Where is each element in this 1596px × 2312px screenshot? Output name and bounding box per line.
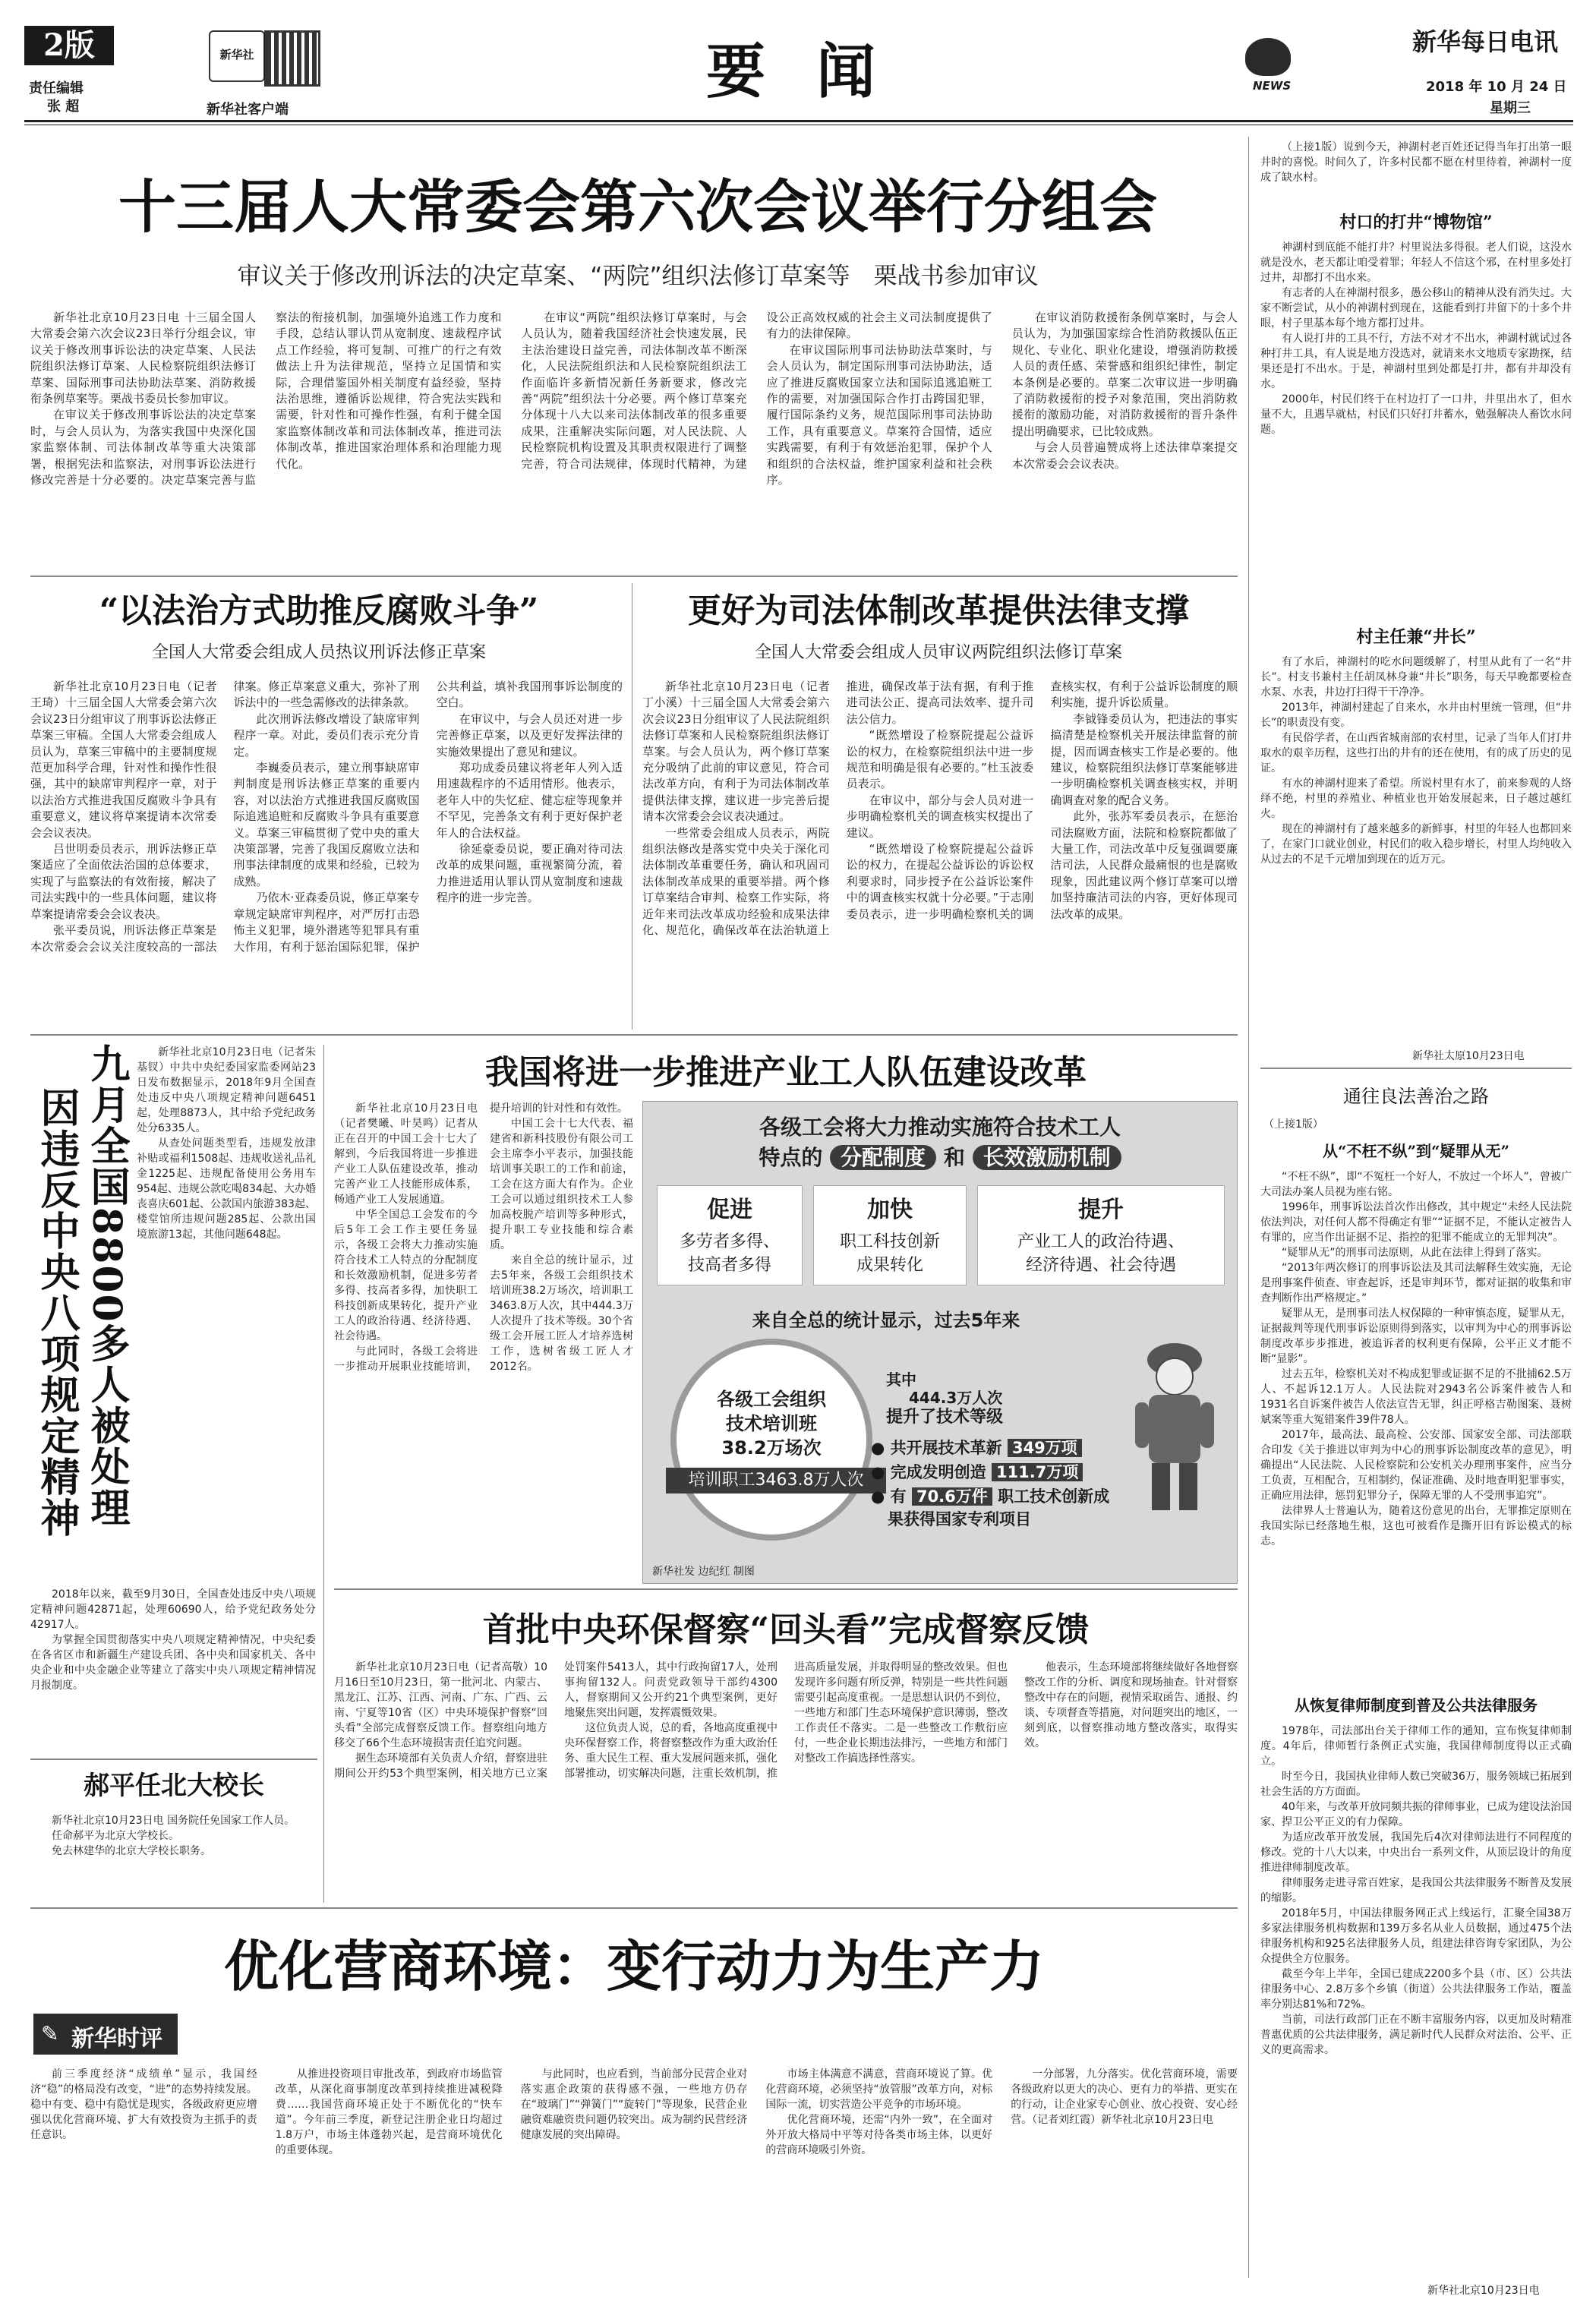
article-body [334, 1101, 633, 1579]
vertical-headline: 因违反中央八项规定精神 [33, 1087, 80, 1538]
info-box-title: 促进 [707, 1197, 752, 1223]
stat-bullet-cont: 果获得国家专利项目 [888, 1510, 1031, 1528]
divider [30, 1034, 1238, 1036]
lead-headline: 十三届人大常委会第六次会议举行分组会 [118, 173, 1157, 241]
side-stat: 其中 [886, 1370, 916, 1389]
article-paragraph: 徐延豪委员说，要正确对待司法改革的成果问题，重视繁简分流，着力推进适用认罪认罚从宽制度和速裁程序的进一步完善。 [436, 842, 623, 905]
heading-text: 特点的 [759, 1145, 823, 1170]
article-paragraph: 截至今年上半年，全国已建成2200多个县（市、区）公共法律服务中心、2.8万多个乡镇（街道）公共法律服务工作站，覆盖率分别达81%和72%。 [1260, 1968, 1572, 2011]
column-header: 通往良法善治之路 [1343, 1086, 1489, 1107]
section-subhead: 从“不枉不纵”到“疑罪从无” [1322, 1142, 1509, 1160]
circle-text: 技术培训班 [726, 1413, 817, 1434]
article-paragraph: “不枉不纵”，即“不冤枉一个好人，不放过一个坏人”，曾被广大司法办案人员视为座右铭。 [1260, 1171, 1572, 1198]
divider [323, 1045, 324, 1903]
article-paragraph: “疑罪从无”的刑事司法原则，从此在法律上得到了落实。 [1282, 1247, 1548, 1259]
article-paragraph: 郑功成委员建议将老年人列入适用速裁程序的不适用情形。他表示，老年人中的失忆症、健忘症等现象并不罕见，完善条文有利于更好保护老年人的合法权益。 [436, 761, 623, 840]
bullet-value: 70.6万件 [912, 1487, 992, 1506]
lead-paragraph: 在审议“两院”组织法修订草案时，与会人员认为，随着我国经济社会快速发展，民主法治建设日益完善，司法体制改革不断深化，人民法院组织法和人民检察院组织法工作面临许多新情况新任务新要求，修改完善“两院”组织法十分必要。两个修订草案充分体现十八大以来司法体制改革的很多重要成果，注重解决实际问题，对人民法院、人民检察院机构设置及其职责权限进行了调整完善，符合司法规律，体现时代精神，为建设公正高效权威的社会主义司法制度提供了有力的法律保障。 [521, 311, 992, 471]
qr-code-icon [264, 30, 320, 87]
article-body [1260, 1169, 1572, 1686]
infographic [642, 1101, 1238, 1584]
info-box-text: 多劳者多得、 [679, 1232, 780, 1251]
article-paragraph: 神湖村到底能不能打井？村里说法多得很。老人们说，这没水就是没水，老天都让咱受着罪；年轻人不信这个邪，在村里多处打过井，却都打不出水来。 [1260, 241, 1572, 284]
article-paragraph: 与此同时，也应看到，当前部分民营企业对落实惠企政策的获得感不强，一些地方仍存在“玻璃门”“弹簧门”“旋转门”等现象，民营企业融资难融资贵问题仍较突出。成为制约民营经济健康发展的突出障碍。 [520, 2068, 748, 2141]
article-paragraph: 2018年以来，截至9月30日，全国查处违反中央八项规定精神问题42871起，处理60690人，给予党纪政务处分42917人。 [30, 1588, 316, 1631]
article-body [1260, 654, 1572, 1034]
article-body [1260, 140, 1572, 208]
side-stat: 提升了技术等级 [886, 1408, 1004, 1427]
article-body [30, 1813, 316, 1904]
article-body [137, 1045, 316, 1584]
article-headline: 更好为司法体制改革提供法律支撑 [688, 591, 1189, 630]
article-paragraph: 中华全国总工会发布的今后5年工会工作主要任务显示，各级工会将大力推动实施符合技术工人特点的分配制度和长效激励机制，促进多劳者多得、技高者多得，加快职工科技创新成果转化，提升产业工人的政治待遇、经济待遇、社会待遇。 [334, 1209, 478, 1342]
article-paragraph: 有志者的人在神湖村很多，愚公移山的精神从没有消失过。大家不断尝试，从小的神湖村到现在，这能看到打井留下的十多个井眼，村子里基本每个地方都打过井。 [1260, 287, 1572, 330]
article-paragraph: 来自全总的统计显示，过去5年来，各级工会组织技术培训班38.2万场次，培训职工3463.8万人次，其中444.3万人次提升了技术等级。30个省级工会开展工匠人才培养选树工作，选树省级工匠人才2012名。 [490, 1254, 633, 1373]
section-title: 要 闻 [706, 37, 891, 106]
infographic-heading-line2 [643, 1141, 1237, 1172]
stats-heading: 来自全总的统计显示，过去5年来 [752, 1310, 1020, 1331]
tag-pill: 分配制度 [830, 1145, 936, 1170]
article-body [30, 2067, 1238, 2287]
stat-bullet: ● 完成发明创造 111.7万项 [871, 1460, 1083, 1483]
section-subhead: 从恢复律师制度到普及公共法律服务 [1295, 1696, 1538, 1714]
article-paragraph: 新华社北京10月23日电（记者樊曦、叶昊鸣）记者从正在召开的中国工会十七大了解到，今后我国将进一步推进产业工人队伍建设改革，推动完善产业工人技能形成体系，畅通产业工人发展通道。 [334, 1102, 478, 1206]
article-paragraph: 2000年，村民们终于在村边打了一口井，井里出水了，但水量不大，且遇旱就枯，村民们只好打井蓄水，勉强解决人畜饮水问题。 [1260, 393, 1572, 436]
lead-paragraph: 在审议国际刑事司法协助法草案时，与会人员认为，制定国际刑事司法协助法，适应了推进反腐败国家立法和国际追逃追赃工作的需要，对加强国际合作打击跨国犯罪，履行国际条约义务，规范国际刑事司法协助工作，具有重要意义。草案符合国情，适应实践需要，有利于有效惩治犯罪，保护个人和组织的合法权益，维护国家利益和社会秩序。 [766, 342, 992, 487]
article-paragraph: 有了水后，神湖村的吃水问题缓解了，村里从此有了一名“井长”。村支书兼村主任胡凤林身兼“井长”职务，每天早晚都要检查水泵、水表，井边打扫得干干净净。 [1260, 656, 1572, 699]
lead-paragraph: 在审议消防救援衔条例草案时，与会人员认为，为加强国家综合性消防救援队伍正规化、专业化、职业化建设，增强消防救援人员的责任感、荣誉感和组织纪律性，制定本条例是必要的。草案二次审议进一步明确了消防救援衔的授予对象范围，突出消防救援衔的激励功能，对消防救援衔的晋升条件提出明确要求，已比较成熟。 [1011, 311, 1238, 438]
divider [30, 1907, 1238, 1909]
heading-text: 和 [943, 1145, 965, 1170]
circle-text: 各级工会组织 [717, 1389, 826, 1410]
bullet-value: 111.7万项 [992, 1463, 1083, 1481]
article-paragraph: 这位负责人说，总的看，各地高度重视中央环保督察工作，将督察整改作为重大政治任务、重大民生工程、重大发展问题来抓，强化部署推动，切实解决问题，注重长效机制，推进高质量发展，并取得明显的整改效果。但也发现许多问题有所反弹，特别是一些共性问题需要引起高度重视。一是思想认识仍不到位，一些地方和部门生态环境保护意识薄弱，整改工作责任不落实。二是一些整改工作敷衍应付，一些企业长期违法排污，一些地方和部门对整改工作搞选择性落实。 [564, 1661, 1008, 1780]
article-paragraph: “既然增设了检察院提起公益诉讼的权力，在检察院组织法中进一步规范和明确是很有必要的。”杜玉波委员表示。 [846, 728, 1034, 791]
divider [1260, 1068, 1572, 1069]
info-box-title: 加快 [867, 1197, 913, 1223]
lead-paragraph: 新华社北京10月23日电 十三届全国人大常委会第六次会议23日举行分组会议，审议关于修改刑事诉讼法的决定草案、人民法院组织法修订草案、人民检察院组织法修订草案、国际刑事司法协助法草案、消防救援衔条例草案等。栗战书委员长参加审议。 [30, 311, 257, 406]
article-paragraph: 当前，司法行政部门正在不断丰富服务内容，以更加及时精准普惠优质的公共法律服务，满足新时代人民群众对法治、公平、正义的更高需求。 [1260, 2014, 1572, 2056]
bullet-value: 349万项 [1008, 1439, 1082, 1457]
article-paragraph: 任命郝平为北京大学校长。 [52, 1830, 179, 1842]
article-paragraph: 在审议中，部分与会人员对进一步明确检察机关的调查核实权提出了建议。 [846, 793, 1034, 840]
article-paragraph: 一分部署，九分落实。优化营商环境，需要各级政府以更大的决心、更有力的举措、更实在的行动，让企业家专心创业、放心投资、安心经营。（记者刘红霞）新华社北京10月23日电 [1011, 2068, 1238, 2126]
article-paragraph: 从推进投资项目审批改革，到政府市场监管改革，从深化商事制度改革到持续推进减税降费……我国营商环境正处于不断优化的“快车道”。今年前三季度，新登记注册企业日均超过1.8万户，市场主体蓬勃兴起，是营商环境优化的重要体现。 [275, 2068, 503, 2156]
article-body [30, 679, 623, 1028]
stat-bullet: ● 共开展技术革新 349万项 [871, 1436, 1082, 1459]
article-paragraph: 为掌握全国贯彻落实中央八项规定精神情况，中央纪委在各省区市和新疆生产建设兵团、各中央和国家机关、各中央企业和中央金融企业等建立了落实中央八项规定精神情况月报制度。 [30, 1634, 316, 1692]
lead-paragraph: 在审议关于修改刑事诉讼法的决定草案时，与会人员认为，为落实我国中央深化国家监察体制、司法体制改革等重大决策部署，根据宪法和监察法，对刑事诉讼法进行修改完善是十分必要的。决定草案完善与监察法的衔接机制，加强境外追逃工作力度和手段，总结认罪认罚从宽制度、速裁程序试点工作经验，将可复制、可推广的行之有效做法上升为法律规范，坚持立足国情和实际，合理借鉴国外相关制度有益经验，坚持法治思维，遵循诉讼规律，符合宪法实践和需要，针对性和可操作性强，有利于健全国家监察体制改革和司法体制改革，推进司法体制改革，推进国家治理体系和治理能力现代化。 [30, 311, 502, 487]
article-paragraph: 乃依木·亚森委员说，修正草案专章规定缺席审判程序，对严厉打击恐怖主义犯罪，境外潜逃等犯罪具有重大作用，有利于惩治国际犯罪，保护公共利益，填补我国刑事诉讼制度的空白。 [233, 680, 623, 954]
article-paragraph: 他表示，生态环境部将继续做好各地督察整改工作的分析、调度和现场抽查。针对督察整改中存在的问题，视情采取函告、通报、约谈、专项督查等措施，对问题突出的地区，一刻到底，以督察推动地方整改落实，取得实效。 [1024, 1661, 1238, 1749]
article-paragraph: 李钺锋委员认为，把违法的事实搞清楚是检察机关开展法律监督的前提，因而调查核实工作是必要的。他建议，检察院组织法修订草案能够进一步明确检察机关调查核实权，并明确调查对象的配合义务。 [1050, 711, 1238, 807]
infographic-credit: 新华社发 边纪红 制图 [652, 1566, 755, 1578]
issue-weekday: 星期三 [1490, 100, 1531, 116]
article-paragraph: 新华社北京10月23日电 国务院任免国家工作人员。 [52, 1815, 295, 1827]
article-paragraph: “2013年两次修订的刑事诉讼法及其司法解释生效实施，无论是刑事案件侦查、审查起诉，还是审判环节，都对证据的收集和审查判断作出严格规定。” [1260, 1262, 1572, 1304]
bullet-text: 职工技术创新成 [998, 1487, 1110, 1506]
pen-icon: ✎ [41, 2021, 59, 2046]
issue-date: 2018 年 10 月 24 日 [1426, 79, 1567, 95]
section-subhead: 村口的打井“博物馆” [1339, 213, 1493, 232]
article-subheadline: 全国人大常委会组成人员热议刑诉法修正草案 [151, 643, 486, 662]
masthead-rule [24, 120, 1573, 122]
article-headline: 优化营商环境：变行动力为生产力 [223, 1934, 1044, 1998]
article-body [1260, 1724, 1572, 2278]
lead-subheadline: 审议关于修改刑诉法的决定草案、“两院”组织法修订草案等 栗战书参加审议 [237, 263, 1039, 290]
column-badge [33, 2014, 178, 2055]
article-paragraph: 法律界人士普遍认为，随着这份意见的出台，无罪推定原则在我国实际已经落地生根，这也可被看作是撕开旧有诉讼模式的标志。 [1260, 1505, 1572, 1547]
article-paragraph: 有水的神湖村迎来了希望。所说村里有水了，前来参观的人络绎不绝，村里的养殖业、种植业也开始发展起来，日子越过越红火。 [1260, 778, 1572, 820]
info-box [813, 1185, 967, 1285]
divider [334, 1588, 1238, 1590]
info-box-text: 成果转化 [856, 1256, 923, 1275]
article-paragraph: 1978年，司法部出台关于律师工作的通知，宣布恢复律师制度。4年后，律师暂行条例正式实施，我国律师制度得以正式确立。 [1260, 1725, 1572, 1768]
bullet-text: 共开展技术革新 [890, 1439, 1002, 1457]
article-subheadline: 全国人大常委会组成人员审议两院组织法修订草案 [754, 643, 1122, 662]
article-paragraph: 有民俗学者，在山西省城南部的农村里，记录了当年人们打井取水的艰辛历程，这些打出的井有的还在使用，有的成了历史的见证。 [1260, 732, 1572, 774]
info-box-text: 经济待遇、社会待遇 [1025, 1256, 1176, 1275]
article-paragraph: 从查处问题类型看，违规发放津补贴或福利1508起、违规收送礼品礼金1225起、违规配备使用公务用车954起、违规公款吃喝834起、大办婚丧喜庆601起、公款国内旅游383起、楼堂馆所违规问题285起、公款出国境旅游13起，其他问题648起。 [137, 1137, 316, 1241]
article-paragraph: 在审议中，与会人员还对进一步完善修正草案，以及更好发挥法律的实施效果提出了意见和建议。 [436, 711, 623, 759]
article-paragraph: 40年来，与改革开放同频共振的律师事业，已成为建设法治国家、捍卫公平正义的有力保障。 [1260, 1801, 1572, 1828]
lead-body [30, 310, 1238, 568]
info-box [977, 1185, 1225, 1285]
bullet-text: 完成发明创造 [890, 1463, 986, 1481]
page-number-text: 2版 [43, 27, 95, 63]
info-box-text: 产业工人的政治待遇、 [1017, 1232, 1184, 1251]
article-paragraph: 据生态环境部有关负责人介绍，督察进驻期间公开约53个典型案例，相关地方已立案处罚案件5413人，其中行政拘留17人，处刑事拘留132人。问责党政领导干部约4300人，督察期间又公开约21个典型案例，更好地聚焦突出问题，发挥震慑效果。 [334, 1661, 777, 1780]
masthead [0, 0, 1596, 121]
divider [30, 1758, 317, 1760]
dateline: 新华社太原10月23日电 [1412, 1050, 1525, 1062]
series-label: 新华每日电讯 [1412, 27, 1559, 56]
article-paragraph: 有人说打井的工具不行，方法不对才不出水，神湖村就试过各种打井工具，有人说是地方没选对，就请来水文地质专家勘探，结果还是打不出水。于是，神湖村里到处都是打井，都有井却没有水。 [1260, 333, 1572, 390]
article-paragraph: 中国工会十七大代表、福建省和新科技股份有限公司工会主席李小平表示，加强技能培训事关职工的工作和前途，工会在这方面大有作为。企业工会可以通过组织技术工人参加高校脱产培训等多种形式，提升职工专业技能和综合素质。 [490, 1118, 633, 1251]
article-paragraph: 疑罪从无，是刑事司法人权保障的一种审慎态度，疑罪从无，证据裁判等现代刑事诉讼原则得到落实，以审判为中心的刑事诉讼制度改革步步推进，被追诉者的权利更有保障，公平正义才能不断“显影”。 [1260, 1307, 1572, 1365]
article-paragraph: 1996年，刑事诉讼法首次作出修改，其中规定“未经人民法院依法判决，对任何人都不得确定有罪”“证据不足，不能认定被告人有罪的，应当作出证据不足、指控的犯罪不能成立的无罪判决”。 [1260, 1201, 1572, 1244]
article-paragraph: 与此同时，各级工会将进一步推动开展职业技能培训，提升培训的针对性和有效性。 [334, 1102, 628, 1373]
article-paragraph: 现在的神湖村有了越来越多的新鲜事，村里的年轻人也都回来了，在家门口就业创业，村民们的收入稳步增长，村里人均纯收入从过去的不足千元增加到现在的近万元。 [1260, 823, 1572, 866]
circle-text: 38.2万场次 [721, 1437, 822, 1459]
article-paragraph: 时至今日，我国执业律师人数已突破36万，服务领域已拓展到社会生活的方方面面。 [1260, 1771, 1572, 1798]
article-paragraph: 张平委员说，刑诉法修正草案是本次常委会会议关注度较高的一部法律案。修正草案意义重大，弥补了刑诉法中的一些急需修改的法律条款。 [30, 680, 420, 954]
news-logo-text: NEWS [1253, 79, 1292, 93]
article-headline: 我国将进一步推进产业工人队伍建设改革 [485, 1053, 1087, 1092]
divider [1248, 137, 1249, 2278]
article-paragraph: 吕世明委员表示，刑诉法修正草案适应了全面依法治国的总体要求，实现了与监察法的有效衔接，解决了司法实践中的一些具体问题，建议将草案提请常委会会议表决。 [30, 842, 217, 921]
stats-ribbon: 培训职工3463.8万人次 [666, 1468, 886, 1493]
article-paragraph: 此外，张苏军委员表示，在惩治司法腐败方面，法院和检察院都做了大量工作，司法改革中反复强调要廉洁司法，人民群众最痛恨的也是腐败现象，因此建议两个修订草案可以增加坚持廉洁司法的内容，更好体现司法改革的成果。 [1050, 809, 1238, 921]
article-headline: “以法治方式助推反腐败斗争” [99, 591, 539, 630]
article-headline: 首批中央环保督察“回头看”完成督察反馈 [482, 1610, 1090, 1649]
lead-note: （上接1版） [1263, 1118, 1323, 1131]
article-paragraph: 新华社北京10月23日电（记者高敬）10月16日至10月23日，第一批河北、内蒙古、黑龙江、江苏、江西、河南、广东、广西、云南、宁夏等10省（区）中央环境保护督察“回头看”全部完成督察反馈工作。督察组向地方移交了66个生态环境损害责任追究问题。 [334, 1661, 547, 1749]
article-paragraph: 2013年，神湖村建起了自来水，水井由村里统一管理，但“井长”的职责没有变。 [1260, 702, 1572, 729]
article-paragraph: 新华社北京10月23日电（记者王琦）十三届全国人大常委会第六次会议23日分组审议了刑事诉讼法修正草案三审稿。全国人大常委会组成人员认为，草案三审稿中的主要制度规范更加科学合理，针对性和操作性很强，其中的缺席审判程序一章，对于以法治方式推进我国反腐败斗争具有重要意义，建议将草案提请本次常委会会议表决。 [30, 680, 217, 840]
stat-bullet: ● 有 70.6万件 职工技术创新成 [871, 1487, 1110, 1506]
article-body [1260, 240, 1572, 620]
news-logo-icon [1245, 38, 1291, 76]
xinhua-logo: 新华社 [209, 30, 265, 82]
article-paragraph: 免去林建华的北京大学校长职务。 [52, 1845, 211, 1857]
info-box-title: 提升 [1078, 1197, 1124, 1223]
article-paragraph: （上接1版）说到今天，神湖村老百姓还记得当年打出第一眼井时的喜悦。时间久了，许多村民都不愿在村里待着，神湖村一度成了缺水村。 [1260, 141, 1572, 184]
bullet-text: 有 [890, 1487, 907, 1506]
article-paragraph: 新华社北京10月23日电（记者朱基钗）中共中央纪委国家监委网站23日发布数据显示，2018年9月全国查处违反中央八项规定精神问题6451起，处理8873人，其中给予党纪政务处分6335人。 [137, 1046, 316, 1134]
article-paragraph: 过去五年，检察机关对不构成犯罪或证据不足的不批捕62.5万人、不起诉12.1万人。人民法院对2943名公诉案件被告人和1931名自诉案件被告人依法宣告无罪，纠正呼格吉勒图案、聂树斌案等重大冤错案件39件78人。 [1260, 1368, 1572, 1426]
article-body [642, 679, 1238, 1028]
article-paragraph: 为适应改革开放发展，我国先后4次对律师法进行不同程度的修改。党的十八大以来，中央出台一系列文件，从顶层设计的角度推进律师制度改革。 [1260, 1831, 1572, 1874]
article-paragraph: 前三季度经济“成绩单”显示，我国经济“稳”的格局没有改变，“进”的态势持续发展。稳中有变、稳中有隐忧是现实，各级政府更应增强以优化营商环境、扩大有效投资为主抓手的责任意识。 [30, 2068, 257, 2141]
article-body [30, 1587, 316, 1754]
article-paragraph: 市场主体满意不满意，营商环境说了算。优化营商环境，必须坚持“放管服”改革方向，对标国际一流，切实营造公平竞争的市场环境。 [765, 2068, 993, 2111]
article-paragraph: 2018年5月，中国法律服务网正式上线运行，汇聚全国38万多家法律服务机构数据和139万多名从业人员数据，通过475个法律服务机构和925名法律服务人员，组建法律咨询专家团队，为公众提供全方位服务。 [1260, 1907, 1572, 1965]
info-box [657, 1185, 803, 1285]
info-box-text: 职工科技创新 [839, 1232, 940, 1251]
side-stat: 444.3万人次 [909, 1389, 1003, 1407]
info-box-text: 技高者多得 [687, 1256, 771, 1275]
worker-illustration-icon [1129, 1329, 1220, 1519]
section-subhead: 村主任兼“井长” [1356, 627, 1476, 647]
article-paragraph: 律师服务走进寻常百姓家，是我国公共法律服务不断普及发展的缩影。 [1260, 1877, 1572, 1904]
article-body [334, 1660, 1238, 1903]
client-label: 新华社客户端 [207, 102, 289, 118]
article-headline: 郝平任北大校长 [84, 1771, 264, 1801]
article-paragraph: 优化营商环境，还需“内外一致”，在全面对外开放大格局中平等对待各类市场主体，以更好的营商环境吸引外资。 [765, 2114, 993, 2156]
lead-paragraph: 与会人员普遍赞成将上述法律草案提交本次常委会会议表决。 [1011, 440, 1238, 471]
dateline: 新华社北京10月23日电 [1427, 2285, 1540, 2297]
article-paragraph: 新华社北京10月23日电（记者丁小溪）十三届全国人大常委会第六次会议23日分组审议了人民法院组织法修订草案和人民检察院组织法修订草案。与会人员认为，两个修订草案充分吸纳了此前的审议意见，符合司法改革方向，有利于为司法体制改革提供法律支撑，建议进一步完善后提请本次常委会会议表决通过。 [642, 680, 830, 824]
infographic-heading: 各级工会将大力推动实施符合技术工人 [759, 1115, 1121, 1140]
badge-label: 新华时评 [71, 2026, 162, 2052]
article-paragraph: 2017年，最高法、最高检、公安部、国家安全部、司法部联合印发《关于推进以审判为中心的刑事诉讼制度改革的意见》，明确提出“人民法院、人民检察院和公安机关办理刑事案件，应当分工负责，互相配合，互相制约，保证准确、及时地查明犯罪事实，正确应用法律，惩罚犯罪分子，保障无罪的人不受刑事追究”。 [1260, 1429, 1572, 1502]
tag-pill: 长效激励机制 [973, 1145, 1121, 1170]
article-paragraph: 一些常委会组成人员表示，两院组织法修改是落实党中央关于深化司法体制改革重要任务，确认和巩固司法体制改革成果的重要举措。两个修订草案结合审判、检察工作实际，将近年来司法改革成功经验和成果法律化、规范化，确保改革在法治轨道上推进，确保改革于法有据，有利于推进司法公正、提高司法效率、提升司法公信力。 [642, 680, 1034, 938]
vertical-headline: 九月全国8800多人被处理 [84, 1043, 130, 1528]
article-paragraph: 李巍委员表示，建立刑事缺席审判制度是刑诉法修正草案的重要内容，对以法治方式推进我国反腐败国际追逃追赃和反腐败斗争具有重要意义。草案三审稿贯彻了党中央的重大决策部署，完善了我国反腐败立法和刑事法律制度的成果和经验，已较为成熟。 [233, 761, 420, 888]
article-paragraph: “既然增设了检察院提起公益诉讼的权力，在提起公益诉讼的诉讼权利要求时，同步授予在公益诉讼案件中的调查核实权就十分必要。”于志刚委员表示，进一步明确检察机关的调查核实权，有利于公益诉讼制度的顺利实施，提升诉讼质量。 [846, 680, 1238, 921]
divider [30, 576, 1238, 577]
editor-name: 张 超 [47, 99, 80, 115]
editor-label: 责任编辑 [29, 80, 84, 96]
article-paragraph: 此次刑诉法修改增设了缺席审判程序一章。对此，委员们表示充分肯定。 [233, 711, 420, 759]
